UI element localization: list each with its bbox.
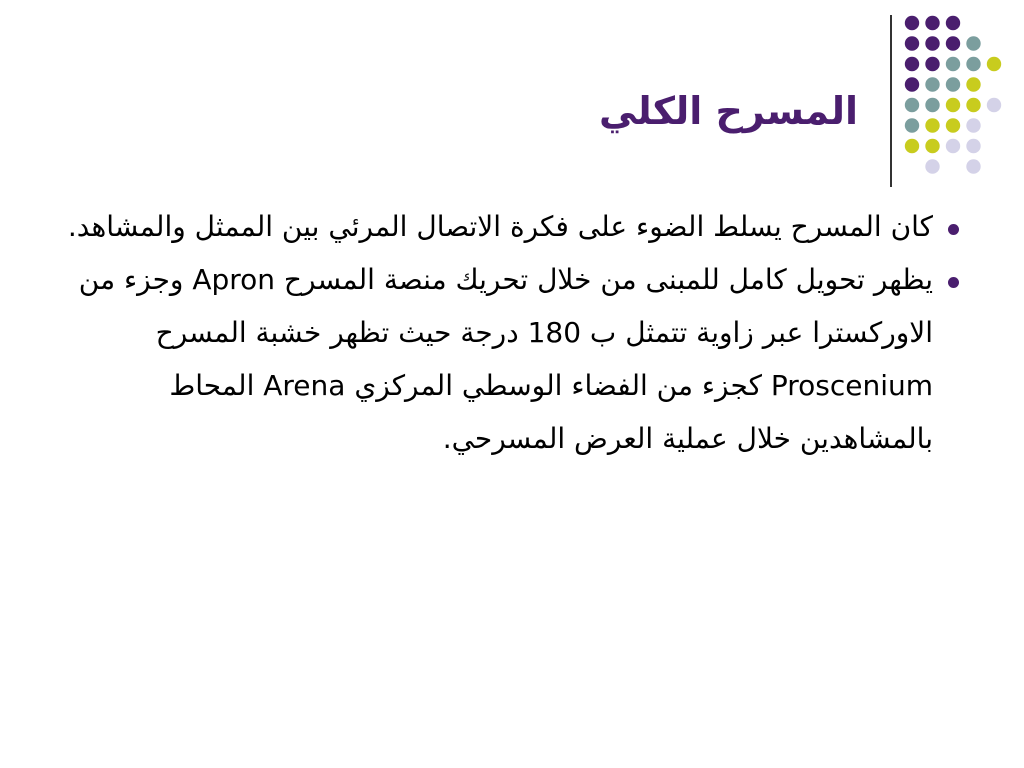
grid-dot <box>946 36 960 50</box>
grid-dot <box>905 57 919 71</box>
grid-dot <box>925 77 939 91</box>
grid-dot <box>925 139 939 153</box>
bullet-item <box>55 253 933 465</box>
dot-grid-icon <box>900 8 1020 178</box>
grid-dot <box>925 57 939 71</box>
grid-dot <box>966 77 980 91</box>
grid-dot <box>946 118 960 132</box>
grid-dot <box>946 139 960 153</box>
bullet-dot-icon <box>948 224 959 235</box>
grid-dot <box>946 98 960 112</box>
grid-dot <box>925 118 939 132</box>
grid-dot <box>946 77 960 91</box>
bullet-item <box>55 200 933 253</box>
grid-dot <box>946 16 960 30</box>
grid-dot <box>905 139 919 153</box>
grid-dot <box>987 98 1001 112</box>
grid-dot <box>905 118 919 132</box>
grid-dot <box>946 57 960 71</box>
dot-grid-svg <box>900 8 1020 178</box>
bullet-list <box>55 200 933 465</box>
grid-dot <box>966 36 980 50</box>
grid-dot <box>925 36 939 50</box>
grid-dot <box>966 118 980 132</box>
bullet-dot-icon <box>948 277 959 288</box>
grid-dot <box>966 98 980 112</box>
bullet-text: كان المسرح يسلط الضوء على فكرة الاتصال المرئي بين الممثل والمشاهد. <box>67 210 933 243</box>
grid-dot <box>987 57 1001 71</box>
grid-dot <box>905 98 919 112</box>
grid-dot <box>966 159 980 173</box>
grid-dot <box>925 16 939 30</box>
bullet-text: يظهر تحويل كامل للمبنى من خلال تحريك منصة المسرح Apron وجزء من الاوركسترا عبر زاوية تتمثل ب 180 درجة حيث تظهر خشبة المسرح Proscenium كجزء من الفضاء الوسطي المركزي Arena المحاط بالمشاهدين خلال عملية العرض المسرحي. <box>78 263 933 455</box>
grid-dot <box>905 16 919 30</box>
grid-dot <box>966 57 980 71</box>
title-divider <box>890 15 892 187</box>
grid-dot <box>925 159 939 173</box>
grid-dot <box>905 77 919 91</box>
grid-dot <box>966 139 980 153</box>
slide-title: المسرح الكلي <box>598 89 858 133</box>
grid-dot <box>905 36 919 50</box>
grid-dot <box>925 98 939 112</box>
